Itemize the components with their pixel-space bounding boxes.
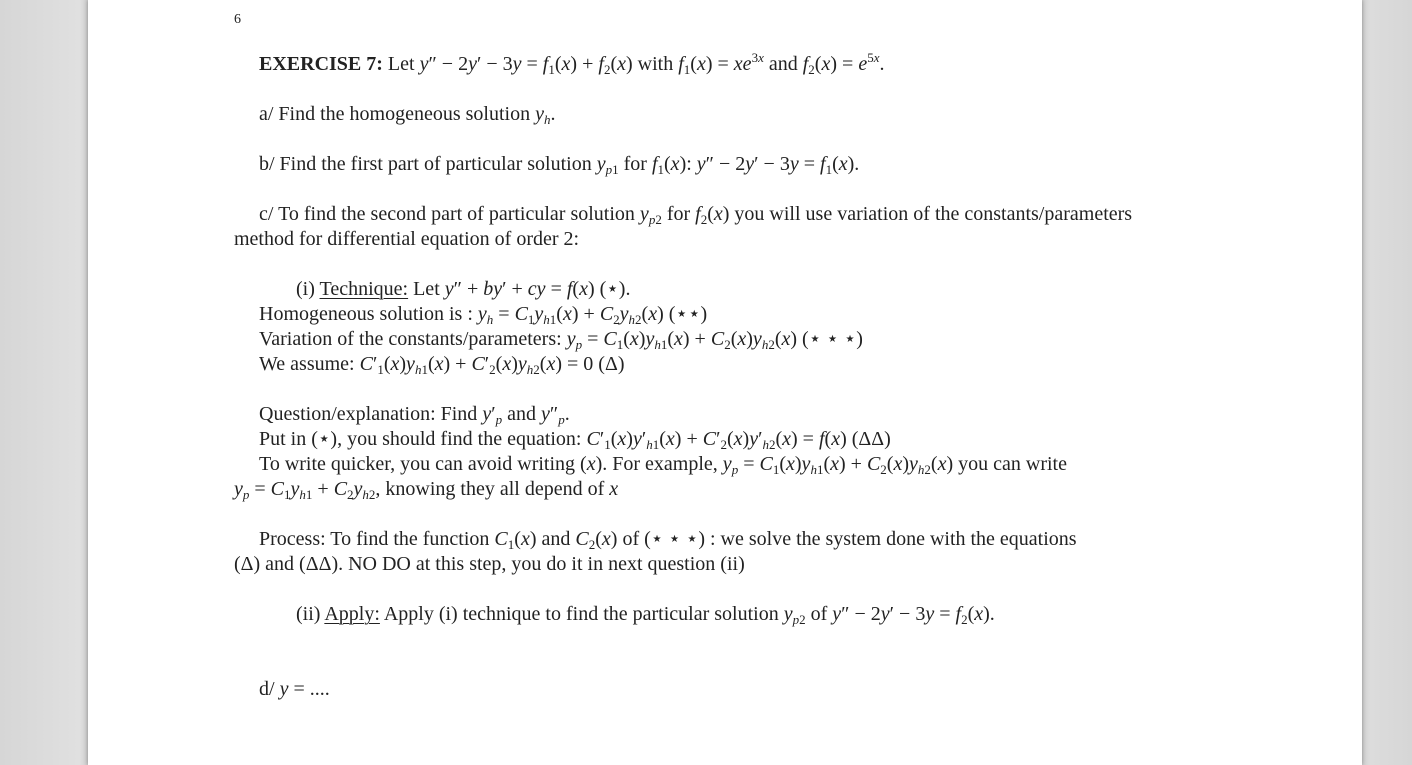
homogeneous-line: Homogeneous solution is : $y_h = C_1y_{h1}(x) + C_2y_{h2}(x)$ (⋆⋆)	[259, 303, 708, 327]
apply-prefix: (ii)	[296, 603, 325, 625]
exercise-label: EXERCISE 7:	[259, 53, 383, 75]
part-c-intro-line1: c/ To find the second part of particular solution $y_{p2}$ for $f_2(x)$ you will use variation of the constants/parameters	[259, 203, 1133, 227]
question-line: Question/explanation: Find $y'_p$ and $y''_p$.	[259, 403, 570, 427]
exercise-heading	[259, 52, 884, 76]
apply-text: Apply (i) technique to find the particular solution $y_{p2}$ of $y'' - 2y' - 3y = f_2(x)$.	[383, 603, 995, 627]
quicker-line2: $y_p = C_1y_{h1} + C_2y_{h2}$, knowing they all depend of x	[234, 478, 619, 502]
part-b: b/ Find the first part of particular solution $y_{p1}$ for $f_1(x)$: $y'' - 2y' - 3y = f_1(x)$.	[259, 153, 860, 177]
exercise-intro: Let $y'' - 2y' - 3y = f_1(x) + f_2(x)$ with $f_1(x) = xe^{3x}$ and $f_2(x) = e^{5x}$.	[387, 50, 885, 77]
part-c-intro-line2: method for differential equation of order 2:	[234, 228, 580, 250]
process-line1: Process: To find the function $C_1(x)$ and $C_2(x)$ of (⋆ ⋆ ⋆) : we solve the system done with the equations	[259, 528, 1077, 552]
process-line2: (Δ) and (ΔΔ). NO DO at this step, you do it in next question (ii)	[234, 553, 745, 575]
quicker-line1: To write quicker, you can avoid writing (x). For example, $y_p = C_1(x)y_{h1}(x) + C_2(x)y_{h2}(x)$ you can write	[259, 453, 1067, 477]
technique-label: Technique:	[319, 278, 409, 300]
technique-equation: Let y″ + by′ + cy = f(x) (⋆).	[413, 278, 631, 300]
apply-label: Apply:	[324, 603, 380, 625]
apply-line	[296, 602, 995, 626]
technique-prefix: (i)	[296, 278, 320, 300]
part-a: a/ Find the homogeneous solution $y_h$.	[259, 103, 556, 127]
variation-line: Variation of the constants/parameters: $y_p = C_1(x)y_{h1}(x) + C_2(x)y_{h2}(x)$ (⋆ ⋆ ⋆)	[259, 328, 863, 352]
assume-line: We assume: $C'_1(x)y_{h1}(x) + C'_2(x)y_{h2}(x) = 0$ (Δ)	[259, 353, 625, 377]
page-number: 6	[234, 12, 241, 27]
part-d: d/ y = ....	[259, 678, 330, 700]
technique-line	[296, 277, 630, 301]
document-page	[88, 0, 1362, 765]
put-in-line: Put in (⋆), you should find the equation: $C'_1(x)y'_{h1}(x) + C'_2(x)y'_{h2}(x) = f(x)$ (ΔΔ)	[259, 428, 891, 452]
